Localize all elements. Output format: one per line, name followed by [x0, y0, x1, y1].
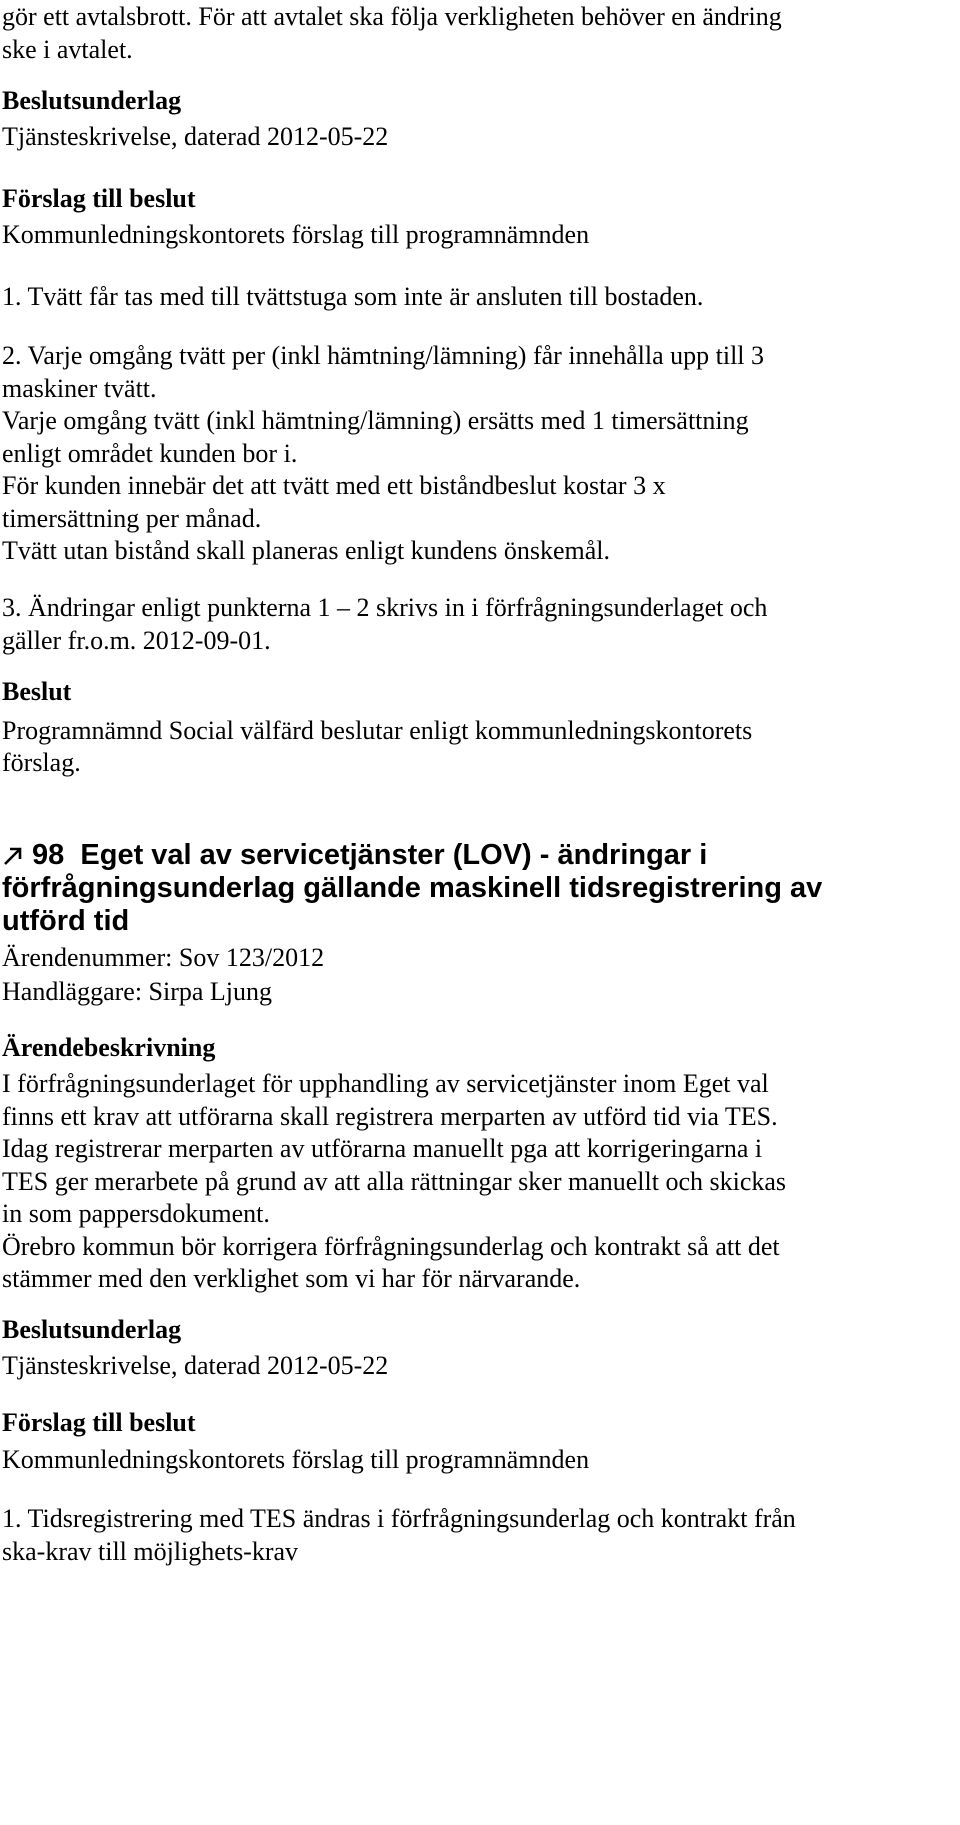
description-line-6: Örebro kommun bör korrigera förfrågningsunderlag och kontrakt så att det — [2, 1232, 780, 1261]
proposal-item-2-line-3: Varje omgång tvätt (inkl hämtning/lämning) ersätts med 1 timersättning — [2, 406, 749, 435]
beslutsunderlag-heading: Beslutsunderlag — [2, 86, 182, 115]
kommunledning-text-2: Kommunledningskontorets förslag till programnämnden — [2, 1445, 590, 1474]
intro-text-line-2: ske i avtalet. — [2, 35, 133, 64]
beslutsunderlag-heading-2: Beslutsunderlag — [2, 1315, 182, 1344]
proposal-item-2-line-5: För kunden innebär det att tvätt med ett biståndbeslut kostar 3 x — [2, 471, 666, 500]
forslag-till-beslut-heading-2: Förslag till beslut — [2, 1408, 196, 1437]
tjansteskrivelse-text: Tjänsteskrivelse, daterad 2012-05-22 — [2, 122, 389, 151]
description-line-5: in som pappersdokument. — [2, 1199, 270, 1228]
section-98-title-line-2: förfrågningsunderlag gällande maskinell tidsregistrering av — [2, 872, 823, 904]
proposal-item-2-line-1: 2. Varje omgång tvätt per (inkl hämtning/lämning) får innehålla upp till 3 — [2, 341, 765, 370]
arendebeskrivning-heading: Ärendebeskrivning — [2, 1033, 216, 1062]
proposal-item-2-line-4: enligt området kunden bor i. — [2, 439, 298, 468]
description-line-4: TES ger merarbete på grund av att alla rättningar sker manuellt och skickas — [2, 1167, 787, 1196]
tjansteskrivelse-text-2: Tjänsteskrivelse, daterad 2012-05-22 — [2, 1351, 389, 1380]
description-line-2: finns ett krav att utförarna skall registrera merparten av utförd tid via TES. — [2, 1102, 778, 1131]
description-line-7: stämmer med den verklighet som vi har för närvarande. — [2, 1264, 581, 1293]
handlaggare-text: Handläggare: Sirpa Ljung — [2, 977, 273, 1006]
section-98-title-line-3: utförd tid — [2, 905, 130, 937]
proposal-item-3-line-2: gäller fr.o.m. 2012-09-01. — [2, 626, 271, 655]
proposal-item-2-line-2: maskiner tvätt. — [2, 374, 157, 403]
section-98-item-1-line-2: ska-krav till möjlighets-krav — [2, 1537, 299, 1566]
proposal-item-3-line-1: 3. Ändringar enligt punkterna 1 – 2 skrivs in i förfrågningsunderlaget och — [2, 593, 768, 622]
description-line-3: Idag registrerar merparten av utförarna manuellt pga att korrigeringarna i — [2, 1134, 763, 1163]
section-number: 98 — [32, 839, 65, 871]
kommunledning-text: Kommunledningskontorets förslag till programnämnden — [2, 220, 590, 249]
description-line-1: I förfrågningsunderlaget för upphandling av servicetjänster inom Eget val — [2, 1069, 769, 1098]
section-title-text-1: Eget val av servicetjänster (LOV) - ändringar i — [80, 839, 708, 871]
section-98-item-1-line-1: 1. Tidsregistrering med TES ändras i förfrågningsunderlag och kontrakt från — [2, 1504, 796, 1533]
link-arrow-icon — [2, 845, 23, 867]
intro-text-line-1: gör ett avtalsbrott. För att avtalet ska följa verkligheten behöver en ändring — [2, 2, 782, 31]
arendenummer-text: Ärendenummer: Sov 123/2012 — [2, 943, 325, 972]
proposal-item-1: 1. Tvätt får tas med till tvättstuga som inte är ansluten till bostaden. — [2, 282, 704, 311]
forslag-till-beslut-heading: Förslag till beslut — [2, 184, 196, 213]
proposal-item-2-line-7: Tvätt utan bistånd skall planeras enligt kundens önskemål. — [2, 536, 610, 565]
proposal-item-2-line-6: timersättning per månad. — [2, 504, 262, 533]
beslut-text-line-1: Programnämnd Social välfärd beslutar enligt kommunledningskontorets — [2, 716, 753, 745]
beslut-text-line-2: förslag. — [2, 748, 81, 777]
beslut-heading: Beslut — [2, 677, 72, 706]
